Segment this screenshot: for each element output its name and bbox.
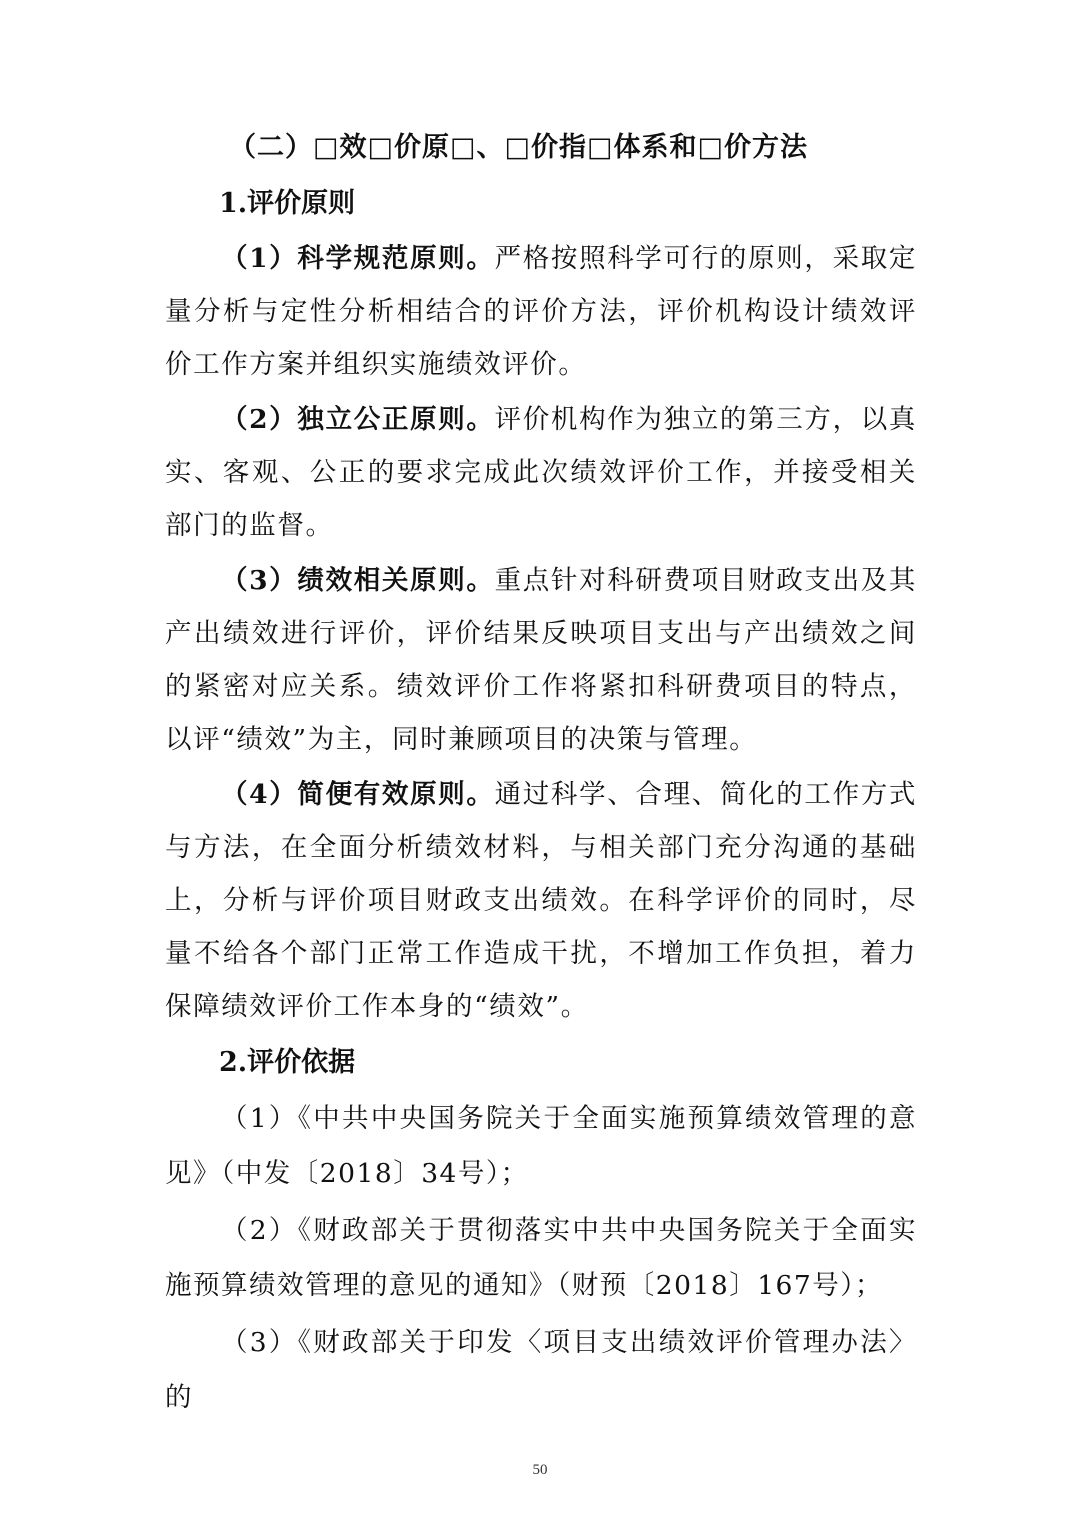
principle-text: 严格按照科学可行的原则，采取定量分析与定性分析相结合的评价方法，评价机构设计绩效评价工作方案并组织实施绩效评价。 [165,243,917,380]
subsection-title-evaluation-basis: 2.评价依据 [219,1047,356,1078]
principle-lead: （1）科学规范原则。 [221,243,495,274]
page-content [165,120,917,1427]
page-number: 50 [532,1462,548,1478]
principle-text: 通过科学、合理、简化的工作方式与方法，在全面分析绩效材料，与相关部门充分沟通的基础上，分析与评价项目财政支出绩效。在科学评价的同时，尽量不给各个部门正常工作造成干扰，不增加工作负担，着力保障绩效评价工作本身的“绩效”。 [165,779,917,1022]
principle-paragraph [165,768,917,1033]
subsection-title-evaluation-principles: 1.评价原则 [219,188,356,219]
principle-lead: （2）独立公正原则。 [221,404,495,435]
reference-item: （3）《财政部关于印发〈项目支出绩效评价管理办法〉的 [165,1327,917,1413]
reference-item: （2）《财政部关于贯彻落实中共中央国务院关于全面实施预算绩效管理的意见的通知》（财预〔2018〕167号）； [165,1215,917,1301]
section-heading: （二）□效□价原□、□价指□体系和□价方法 [229,132,809,163]
principle-text: 重点针对科研费项目财政支出及其产出绩效进行评价，评价结果反映项目支出与产出绩效之间的紧密对应关系。绩效评价工作将紧扣科研费项目的特点，以评“绩效”为主，同时兼顾项目的决策与管理。 [165,565,917,755]
principle-text: 评价机构作为独立的第三方，以真实、客观、公正的要求完成此次绩效评价工作，并接受相关部门的监督。 [165,404,917,541]
principle-paragraph [165,554,917,766]
principle-lead: （3）绩效相关原则。 [221,565,495,596]
principle-paragraph [165,232,917,391]
reference-item: （1）《中共中央国务院关于全面实施预算绩效管理的意见》（中发〔2018〕34号）； [165,1103,917,1189]
principle-paragraph [165,393,917,552]
principle-lead: （4）简便有效原则。 [221,779,495,810]
